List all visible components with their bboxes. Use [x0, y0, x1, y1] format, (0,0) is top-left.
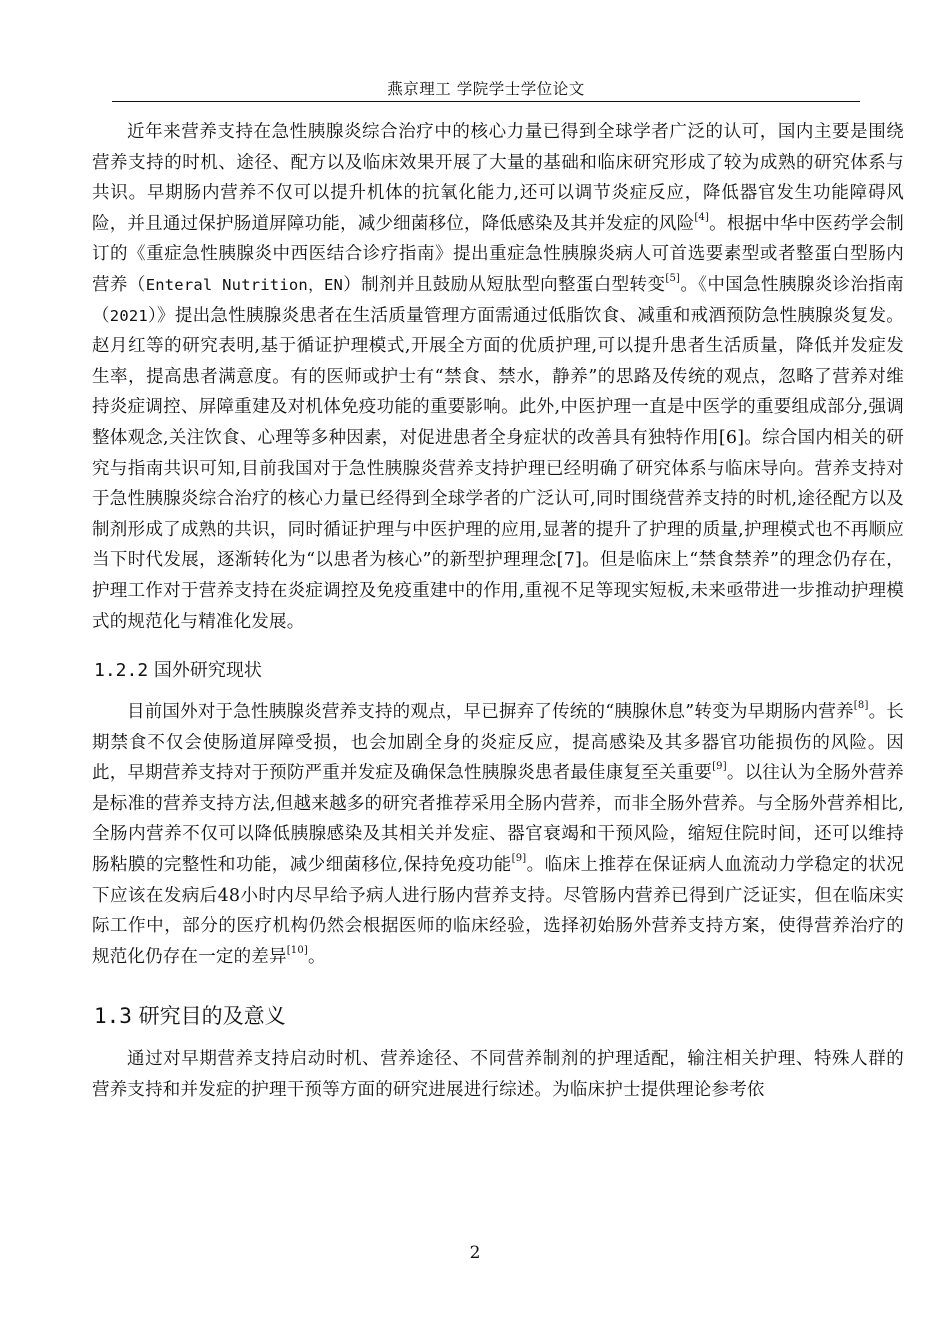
- text-run: 。临床上推荐在保证病人血流动力学稳定的状况下应该在发病后: [92, 855, 904, 906]
- text-run: ）制剂并且鼓励从短肽型向整蛋白型转变: [343, 274, 666, 295]
- section-number: 1.3: [94, 1004, 132, 1029]
- citation: [5]: [665, 273, 681, 285]
- citation: [8]: [853, 700, 869, 712]
- text-run: ）》提出急性胰腺炎患者在生活质量管理方面需通过低脂饮食、减重和戒酒预防急性胰腺炎复发。赵月红等的研究表明,基于循证护理模式,开展全方面的优质护理,可以提升患者生活质量，降低并发症发生率，提高患者满意度。有的医师或护士有“禁食、禁水，静养”的思路及传统的观点，忽略了营养对维持炎症调控、屏障重建及对机体免疫功能的重要影响。此外,中医护理一直是中医学的重要组成部分,强调整体观念,关注饮食、心理等多种因素，对促进患者全身症状的改善具有独特作用[6]。综合国内相关的研究与指南共识可知,目前我国对于急性胰腺炎营养支持护理已经明确了研究体系与临床导向。营养支持对于急性胰腺炎综合治疗的核心力量已经得到全球学者的广泛认可,同时围绕营养支持的时机,途径配方以及制剂形成了成熟的共识，同时循证护理与中医护理的应用,显著的提升了护理的质量,护理模式也不再顺应当下时代发展，逐渐转化为“以患者为核心”的新型护理理念[7]。但是临床上“禁食禁养”的理念仍存在，护理工作对于营养支持在炎症调控及免疫重建中的作用,重视不足等现实短板,未来亟带进一步推动护理模式的规范化与精准化发展。: [92, 305, 904, 632]
- text-run: 小时内尽早给予病人进行肠内营养支持。尽管肠内营养已得到广泛证实，但在临床实际工作中，部分的医疗机构仍然会根据医师的临床经验，选择初始肠外营养支持方案，使得营养治疗的规范化仍存在一定的差异: [92, 885, 904, 967]
- document-body: [92, 117, 904, 1106]
- citation: [10]: [286, 945, 309, 957]
- text-run: 。: [308, 946, 326, 967]
- section-title: 国外研究现状: [153, 660, 262, 682]
- hours-number: 48: [217, 885, 241, 906]
- text-run: 目前国外对于急性胰腺炎营养支持的观点，早已摒弃了传统的“胰腺休息”转变为早期肠内营养: [127, 702, 854, 723]
- citation: [4]: [694, 211, 710, 223]
- english-term: Enteral Nutrition，EN: [145, 275, 344, 294]
- year: 2021: [109, 306, 148, 325]
- section-heading-1-3: [94, 1002, 904, 1030]
- citation: [9]: [712, 761, 727, 773]
- section-number: 1.2.2: [94, 660, 149, 682]
- text-run: 通过对早期营养支持启动时机、营养途径、不同营养制剂的护理适配，输注相关护理、特殊人群的营养支持和并发症的护理干预等方面的研究进展进行综述。为临床护士提供理论参考依: [92, 1049, 904, 1101]
- section-heading-1-2-2: [94, 659, 904, 683]
- page-number: 2: [469, 1243, 481, 1263]
- text-run: 。以往认为全肠外营养是标准的营养支持方法,但越来越多的研究者推荐采用全肠内营养，而非全肠外营养。与全肠外营养相比,全肠内营养不仅可以降低胰腺感染及其相关并发症、器官衰竭和干预风险，缩短住院时间，还可以维持肠粘膜的完整性和功能，减少细菌移位,保持免疫功能: [92, 763, 905, 876]
- text-run: 。根据中华中医药学会制订的《重症急性胰腺炎中西医结合诊疗指南》提出重症急性胰腺炎病人可首选要素型或者整蛋白型肠内营养（: [92, 213, 904, 295]
- paragraph-domestic-research: [92, 117, 904, 637]
- section-title: 研究目的及意义: [138, 1004, 286, 1029]
- paragraph-research-purpose: [92, 1044, 904, 1105]
- text-run: 近年来营养支持在急性胰腺炎综合治疗中的核心力量已得到全球学者广泛的认可，国内主要是围绕营养支持的时机、途径、配方以及临床效果开展了大量的基础和临床研究形成了较为成熟的研究体系与共识。早期肠内营养不仅可以提升机体的抗氧化能力,还可以调节炎症反应，降低器官发生功能障碍风险，并且通过保护肠道屏障功能，减少细菌移位，降低感染及其并发症的风险: [92, 122, 904, 234]
- citation: [9]: [511, 853, 527, 865]
- text-run: 。《中国急性胰腺炎诊治指南（: [92, 274, 904, 326]
- running-header: 燕京理工 学院学士学位论文: [387, 80, 585, 98]
- header-rule: [112, 101, 860, 102]
- text-run: 。长期禁食不仅会使肠道屏障受损，也会加剧全身的炎症反应，提高感染及其多器官功能损伤的风险。因此，早期营养支持对于预防严重并发症及确保急性胰腺炎患者最佳康复至关重要: [92, 702, 904, 784]
- paragraph-foreign-research: [92, 697, 904, 972]
